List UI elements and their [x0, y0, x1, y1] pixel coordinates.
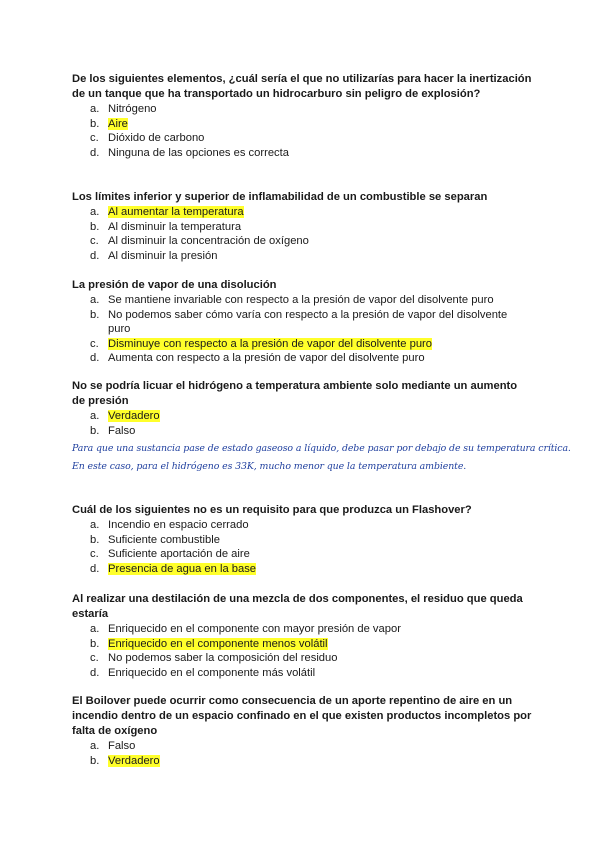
option-letter: a. — [90, 103, 100, 115]
option-text: Falso — [108, 424, 136, 437]
question-3 — [72, 278, 532, 366]
handwritten-note-line: Para que una sustancia pase de estado gaseoso a líquido, debe pasar por debajo de su temperatura crítica. — [72, 443, 571, 454]
option-text-highlighted: Al aumentar la temperatura — [108, 206, 244, 218]
question-title: Los límites inferior y superior de inflamabilidad de un combustible se separan — [72, 191, 488, 203]
option-letter: c. — [90, 548, 99, 561]
option-c — [72, 547, 532, 562]
handwritten-note — [72, 440, 571, 476]
question-title: La presión de vapor de una disolución — [72, 279, 277, 291]
option-d — [72, 666, 532, 681]
option-list — [72, 293, 532, 366]
option-letter: d. — [90, 249, 100, 262]
question-6 — [72, 592, 532, 680]
option-letter: b. — [90, 637, 100, 650]
option-list — [72, 205, 552, 263]
option-a — [72, 102, 532, 117]
option-letter: a. — [90, 294, 100, 306]
option-list — [72, 622, 532, 680]
option-text-highlighted: Verdadero — [108, 410, 160, 422]
question-1 — [72, 72, 532, 160]
option-list — [72, 409, 532, 438]
option-text: Enriquecido en el componente con mayor presión de vapor — [108, 623, 401, 635]
option-a — [72, 409, 532, 424]
option-letter: a. — [90, 623, 100, 635]
option-letter: c. — [90, 337, 99, 350]
option-letter: c. — [90, 652, 99, 665]
option-b — [72, 424, 532, 439]
option-text: Se mantiene invariable con respecto a la presión de vapor del disolvente puro — [108, 294, 494, 306]
option-b — [72, 754, 532, 769]
option-list — [72, 739, 532, 768]
option-letter: b. — [90, 533, 100, 546]
question-7 — [72, 694, 532, 768]
option-d — [72, 351, 532, 366]
option-c — [72, 131, 532, 146]
option-b — [72, 637, 532, 652]
option-text-highlighted: Enriquecido en el componente menos volátil — [108, 637, 328, 650]
option-letter: d. — [90, 146, 100, 159]
option-letter: a. — [90, 740, 100, 752]
option-text-highlighted: Disminuye con respecto a la presión de vapor del disolvente puro — [108, 337, 433, 350]
option-a — [72, 293, 532, 308]
option-d — [72, 562, 532, 577]
handwritten-note-line: En este caso, para el hidrógeno es 33K, mucho menor que la temperatura ambiente. — [72, 461, 467, 472]
option-b — [72, 117, 532, 132]
option-list — [72, 518, 532, 576]
option-text: Nitrógeno — [108, 103, 157, 115]
option-letter: c. — [90, 235, 99, 248]
option-letter: d. — [90, 562, 100, 575]
option-b — [72, 308, 532, 337]
question-title: De los siguientes elementos, ¿cuál sería el que no utilizarías para hacer la inertización de un tanque que ha transportado un hidrocarburo sin peligro de explosión? — [72, 73, 532, 100]
option-letter: d. — [90, 352, 100, 365]
option-d — [72, 249, 552, 264]
option-c — [72, 337, 532, 352]
option-text: Suficiente combustible — [108, 533, 220, 546]
option-text: Suficiente aportación de aire — [108, 548, 250, 561]
option-letter: b. — [90, 220, 100, 233]
option-text: Dióxido de carbono — [108, 132, 205, 145]
option-d — [72, 146, 532, 161]
option-text: Ninguna de las opciones es correcta — [108, 146, 289, 159]
option-text-highlighted: Aire — [108, 117, 128, 130]
option-text: Aumenta con respecto a la presión de vapor del disolvente puro — [108, 352, 425, 365]
question-title: El Boilover puede ocurrir como consecuencia de un aporte repentino de aire en un incendio dentro de un espacio confinado en el que existen productos incompletos por falta de oxígeno — [72, 695, 532, 737]
option-text: Al disminuir la temperatura — [108, 220, 242, 233]
option-letter: b. — [90, 308, 100, 321]
option-letter: b. — [90, 117, 100, 130]
option-list — [72, 102, 532, 160]
question-4 — [72, 379, 532, 438]
option-letter: a. — [90, 519, 100, 531]
option-a — [72, 622, 532, 637]
option-letter: c. — [90, 132, 99, 145]
option-text: No podemos saber la composición del residuo — [108, 652, 338, 665]
option-text: Falso — [108, 740, 136, 752]
option-letter: b. — [90, 754, 100, 767]
question-2 — [72, 190, 552, 263]
question-title: Cuál de los siguientes no es un requisito para que produzca un Flashover? — [72, 504, 472, 516]
option-letter: d. — [90, 666, 100, 679]
option-a — [72, 518, 532, 533]
option-text: No podemos saber cómo varía con respecto a la presión de vapor del disolvente puro — [108, 308, 508, 336]
option-text: Al disminuir la concentración de oxígeno — [108, 235, 309, 248]
question-title: Al realizar una destilación de una mezcla de dos componentes, el residuo que queda estaría — [72, 593, 523, 620]
question-5 — [72, 503, 532, 576]
option-c — [72, 234, 552, 249]
option-a — [72, 739, 532, 754]
option-text: Enriquecido en el componente más volátil — [108, 666, 316, 679]
option-b — [72, 533, 532, 548]
option-c — [72, 651, 532, 666]
option-text: Al disminuir la presión — [108, 249, 218, 262]
option-letter: a. — [90, 410, 100, 422]
option-text-highlighted: Verdadero — [108, 754, 160, 767]
option-text-highlighted: Presencia de agua en la base — [108, 562, 257, 575]
option-b — [72, 220, 552, 235]
option-text: Incendio en espacio cerrado — [108, 519, 249, 531]
question-title: No se podría licuar el hidrógeno a temperatura ambiente solo mediante un aumento de presión — [72, 380, 518, 407]
option-a — [72, 205, 552, 220]
option-letter: b. — [90, 424, 100, 437]
option-letter: a. — [90, 206, 100, 218]
